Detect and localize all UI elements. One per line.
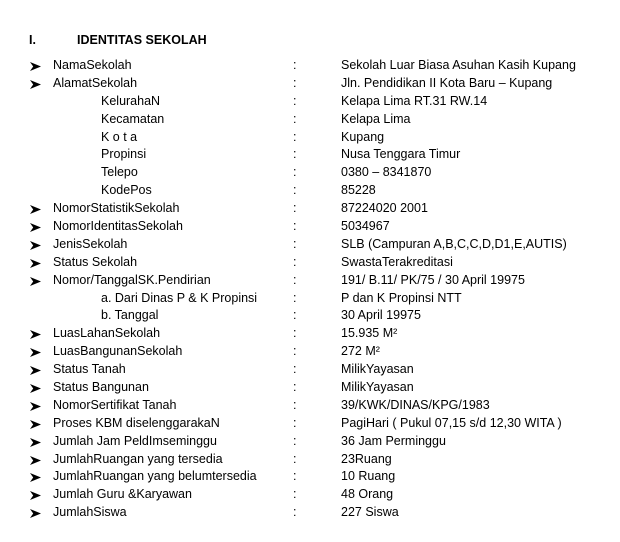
colon-separator: :: [293, 344, 297, 359]
item-label: a. Dari Dinas P & K Propinsi: [101, 290, 258, 305]
item-label: JumlahSiswa: [53, 505, 127, 520]
identity-list: [0, 57, 620, 522]
colon-separator: :: [293, 505, 297, 520]
list-item: [0, 290, 620, 308]
item-value: 48 Orang: [341, 487, 394, 502]
item-value: 36 Jam Perminggu: [341, 433, 446, 448]
section-title: IDENTITAS SEKOLAH: [77, 33, 207, 47]
item-label: b. Tanggal: [101, 308, 159, 323]
colon-separator: :: [293, 326, 297, 341]
colon-separator: :: [293, 236, 297, 251]
item-label: Status Bangunan: [53, 380, 149, 395]
arrow-bullet-icon: [30, 236, 42, 254]
list-item: [0, 182, 620, 200]
colon-separator: :: [293, 380, 297, 395]
colon-separator: :: [293, 254, 297, 269]
list-item: [0, 486, 620, 504]
item-value: SwastaTerakreditasi: [341, 254, 453, 269]
item-value: SLB (Campuran A,B,C,C,D,D1,E,AUTIS): [341, 236, 567, 251]
arrow-bullet-icon: [30, 415, 42, 433]
item-label: LuasLahanSekolah: [53, 326, 161, 341]
list-item: [0, 397, 620, 415]
arrow-bullet-icon: [30, 504, 42, 522]
colon-separator: :: [293, 290, 297, 305]
item-value: 227 Siswa: [341, 505, 399, 520]
item-value: MilikYayasan: [341, 362, 414, 377]
colon-separator: :: [293, 487, 297, 502]
item-value: 15.935 M²: [341, 326, 398, 341]
item-label: NomorIdentitasSekolah: [53, 219, 183, 234]
list-item: [0, 307, 620, 325]
item-value: 39/KWK/DINAS/KPG/1983: [341, 397, 490, 412]
arrow-bullet-icon: [30, 343, 42, 361]
arrow-bullet-icon: [30, 75, 42, 93]
colon-separator: :: [293, 469, 297, 484]
list-item: [0, 164, 620, 182]
colon-separator: :: [293, 75, 297, 90]
item-value: 85228: [341, 183, 376, 198]
list-item: [0, 325, 620, 343]
list-item: [0, 75, 620, 93]
list-item: [0, 129, 620, 147]
colon-separator: :: [293, 308, 297, 323]
colon-separator: :: [293, 93, 297, 108]
arrow-bullet-icon: [30, 254, 42, 272]
item-label: JumlahRuangan yang belumtersedia: [53, 469, 257, 484]
colon-separator: :: [293, 219, 297, 234]
item-label: NamaSekolah: [53, 58, 132, 72]
section-number: I.: [29, 33, 36, 47]
colon-separator: :: [293, 433, 297, 448]
colon-separator: :: [293, 58, 297, 72]
arrow-bullet-icon: [30, 200, 42, 218]
item-value: PagiHari ( Pukul 07,15 s/d 12,30 WITA ): [341, 415, 562, 430]
list-item: [0, 200, 620, 218]
colon-separator: :: [293, 183, 297, 198]
list-item: [0, 415, 620, 433]
item-value: 10 Ruang: [341, 469, 396, 484]
item-value: 5034967: [341, 219, 390, 234]
item-label: JenisSekolah: [53, 236, 128, 251]
arrow-bullet-icon: [30, 486, 42, 504]
item-value: Jln. Pendidikan II Kota Baru – Kupang: [341, 75, 553, 90]
arrow-bullet-icon: [30, 397, 42, 415]
list-item: [0, 272, 620, 290]
colon-separator: :: [293, 415, 297, 430]
item-label: Telepo: [101, 165, 138, 180]
colon-separator: :: [293, 451, 297, 466]
arrow-bullet-icon: [30, 451, 42, 469]
arrow-bullet-icon: [30, 468, 42, 486]
item-value: 87224020 2001: [341, 201, 428, 216]
list-item: [0, 379, 620, 397]
item-value: 23Ruang: [341, 451, 392, 466]
item-label: Propinsi: [101, 147, 147, 162]
colon-separator: :: [293, 165, 297, 180]
list-item: [0, 146, 620, 164]
list-item: [0, 504, 620, 522]
list-item: [0, 451, 620, 469]
colon-separator: :: [293, 147, 297, 162]
arrow-bullet-icon: [30, 361, 42, 379]
item-label: NomorStatistikSekolah: [53, 201, 180, 216]
item-value: 0380 – 8341870: [341, 165, 432, 180]
arrow-bullet-icon: [30, 57, 42, 75]
item-label: Status Sekolah: [53, 254, 138, 269]
item-value: P dan K Propinsi NTT: [341, 290, 462, 305]
arrow-bullet-icon: [30, 379, 42, 397]
list-item: [0, 343, 620, 361]
item-label: KodePos: [101, 183, 152, 198]
list-item: [0, 93, 620, 111]
list-item: [0, 433, 620, 451]
item-label: NomorSertifikat Tanah: [53, 397, 177, 412]
list-item: [0, 236, 620, 254]
arrow-bullet-icon: [30, 272, 42, 290]
item-label: Nomor/TanggalSK.Pendirian: [53, 272, 211, 287]
colon-separator: :: [293, 201, 297, 216]
arrow-bullet-icon: [30, 218, 42, 236]
colon-separator: :: [293, 111, 297, 126]
list-item: [0, 468, 620, 486]
list-item: [0, 218, 620, 236]
item-label: Kecamatan: [101, 111, 165, 126]
colon-separator: :: [293, 272, 297, 287]
arrow-bullet-icon: [30, 325, 42, 343]
item-value: Kelapa Lima: [341, 111, 411, 126]
arrow-bullet-icon: [30, 433, 42, 451]
colon-separator: :: [293, 129, 297, 144]
item-value: 191/ B.11/ PK/75 / 30 April 19975: [341, 272, 525, 287]
item-value: Nusa Tenggara Timur: [341, 147, 461, 162]
item-value: MilikYayasan: [341, 380, 414, 395]
item-value: Kelapa Lima RT.31 RW.14: [341, 93, 488, 108]
item-label: Jumlah Jam PeldImseminggu: [53, 433, 217, 448]
item-label: Jumlah Guru &Karyawan: [53, 487, 192, 502]
colon-separator: :: [293, 397, 297, 412]
item-label: LuasBangunanSekolah: [53, 344, 183, 359]
item-value: 272 M²: [341, 344, 380, 359]
item-value: 30 April 19975: [341, 308, 421, 323]
item-label: JumlahRuangan yang tersedia: [53, 451, 223, 466]
item-label: Status Tanah: [53, 362, 126, 377]
list-item: [0, 361, 620, 379]
list-item: [0, 57, 620, 75]
item-value: Kupang: [341, 129, 385, 144]
item-label: KelurahaN: [101, 93, 161, 108]
item-label: K o t a: [101, 129, 138, 144]
item-label: Proses KBM diselenggarakaN: [53, 415, 220, 430]
item-label: AlamatSekolah: [53, 75, 138, 90]
item-value: Sekolah Luar Biasa Asuhan Kasih Kupang: [341, 58, 576, 72]
list-item: [0, 254, 620, 272]
colon-separator: :: [293, 362, 297, 377]
list-item: [0, 111, 620, 129]
